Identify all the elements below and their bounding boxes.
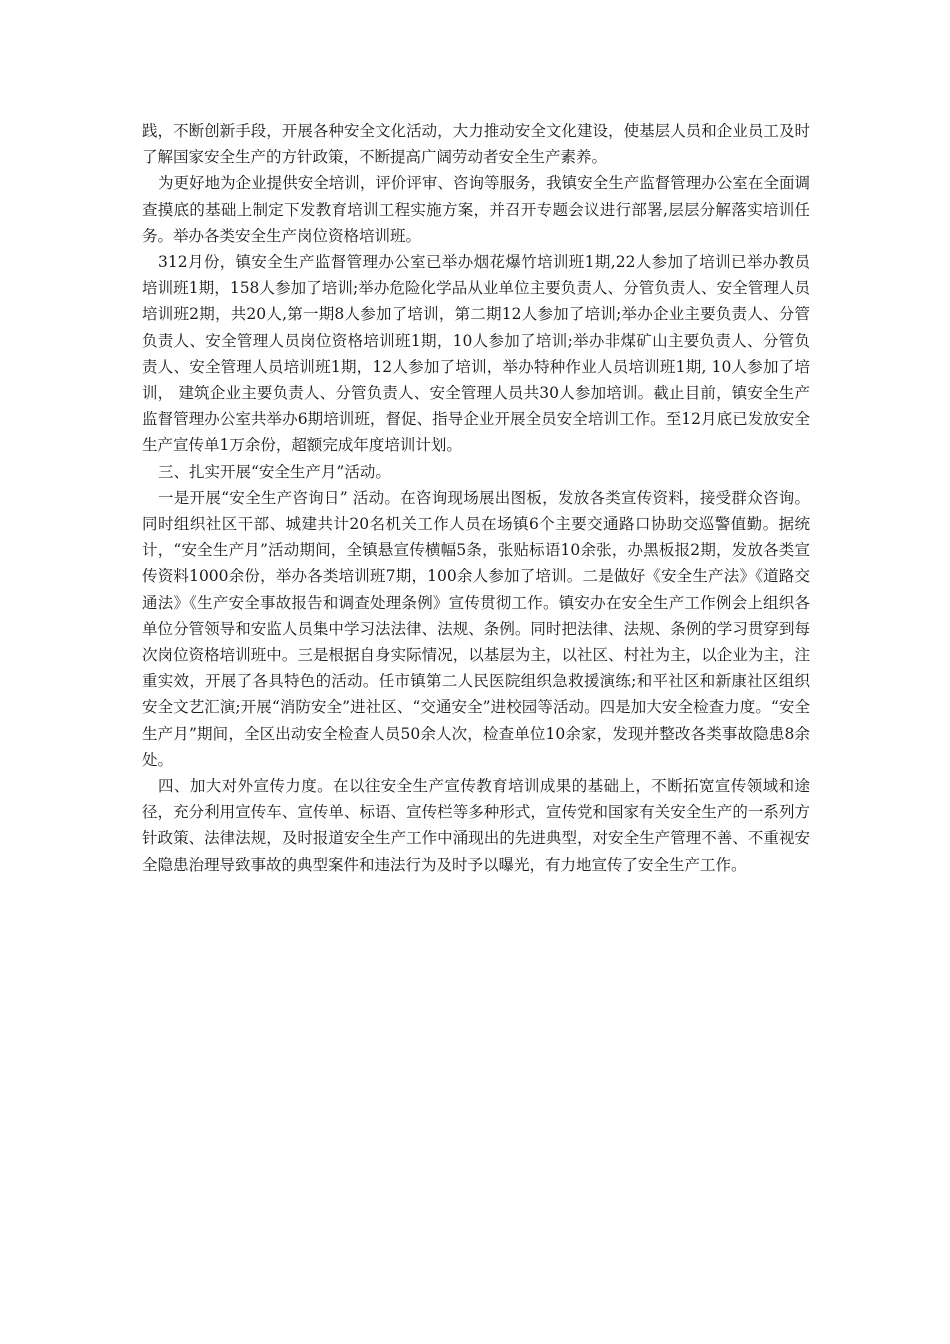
- paragraph-training-statistics: 312月份，镇安全生产监督管理办公室已举办烟花爆竹培训班1期,22人参加了培训已举办教员培训班1期，158人参加了培训;举办危险化学品从业单位主要负责人、分管负责人、安全管理人员培训班2期，共20人,第一期8人参加了培训，第二期12人参加了培训;举办企业主要负责人、分管负责人、安全管理人员岗位资格培训班1期，10人参加了培训;举办非煤矿山主要负责人、分管负责人、安全管理人员培训班1期，12人参加了培训，举办特种作业人员培训班1期, 10人参加了培训， 建筑企业主要负责人、分管负责人、安全管理人员共30人参加培训。截止目前，镇安全生产监督管理办公室共举办6期培训班，督促、指导企业开展全员安全培训工作。至12月底已发放安全生产宣传单1万余份，超额完成年度培训计划。: [142, 253, 810, 455]
- paragraph-external-publicity: 四、加大对外宣传力度。在以往安全生产宣传教育培训成果的基础上，不断拓宽宣传领域和途径，充分利用宣传车、宣传单、标语、宣传栏等多种形式，宣传党和国家有关安全生产的一系列方针政策、法律法规，及时报道安全生产工作中涌现出的先进典型，对安全生产管理不善、不重视安全隐患治理导致事故的典型案件和违法行为及时予以曝光，有力地宣传了安全生产工作。: [142, 777, 810, 874]
- document-body: [142, 118, 810, 878]
- paragraph-culture-building: 践，不断创新手段，开展各种安全文化活动，大力推动安全文化建设，使基层人员和企业员工及时了解国家安全生产的方针政策，不断提高广阔劳动者安全生产素养。: [142, 122, 810, 167]
- paragraph-safety-month-activities: 一是开展“安全生产咨询日” 活动。在咨询现场展出图板，发放各类宣传资料，接受群众咨询。同时组织社区干部、城建共计20名机关工作人员在场镇6个主要交通路口协助交巡警值勤。据统计，“安全生产月”活动期间，全镇悬宣传横幅5条，张贴标语10余张，办黑板报2期，发放各类宣传资料1000余份，举办各类培训班7期，100余人参加了培训。二是做好《安全生产法》《道路交通法》《生产安全事故报告和调查处理条例》宣传贯彻工作。镇安办在安全生产工作例会上组织各单位分管领导和安监人员集中学习法法律、法规、条例。同时把法律、法规、条例的学习贯穿到每次岗位资格培训班中。三是根据自身实际情况，以基层为主，以社区、村社为主，以企业为主，注重实效，开展了各具特色的活动。任市镇第二人民医院组织急救援演练;和平社区和新康社区组织安全文艺汇演;开展“消防安全”进社区、“交通安全”进校园等活动。四是加大安全检查力度。“安全生产月”期间，全区出动安全检查人员50余人次，检查单位10余家，发现并整改各类事故隐患8余处。: [142, 488, 810, 769]
- section-heading-safety-month: 三、扎实开展“安全生产月”活动。: [158, 462, 391, 481]
- paragraph-training-services: 为更好地为企业提供安全培训，评价评审、咨询等服务，我镇安全生产监督管理办公室在全面调查摸底的基础上制定下发教育培训工程实施方案，并召开专题会议进行部署,层层分解落实培训任务。举办各类安全生产岗位资格培训班。: [142, 174, 810, 245]
